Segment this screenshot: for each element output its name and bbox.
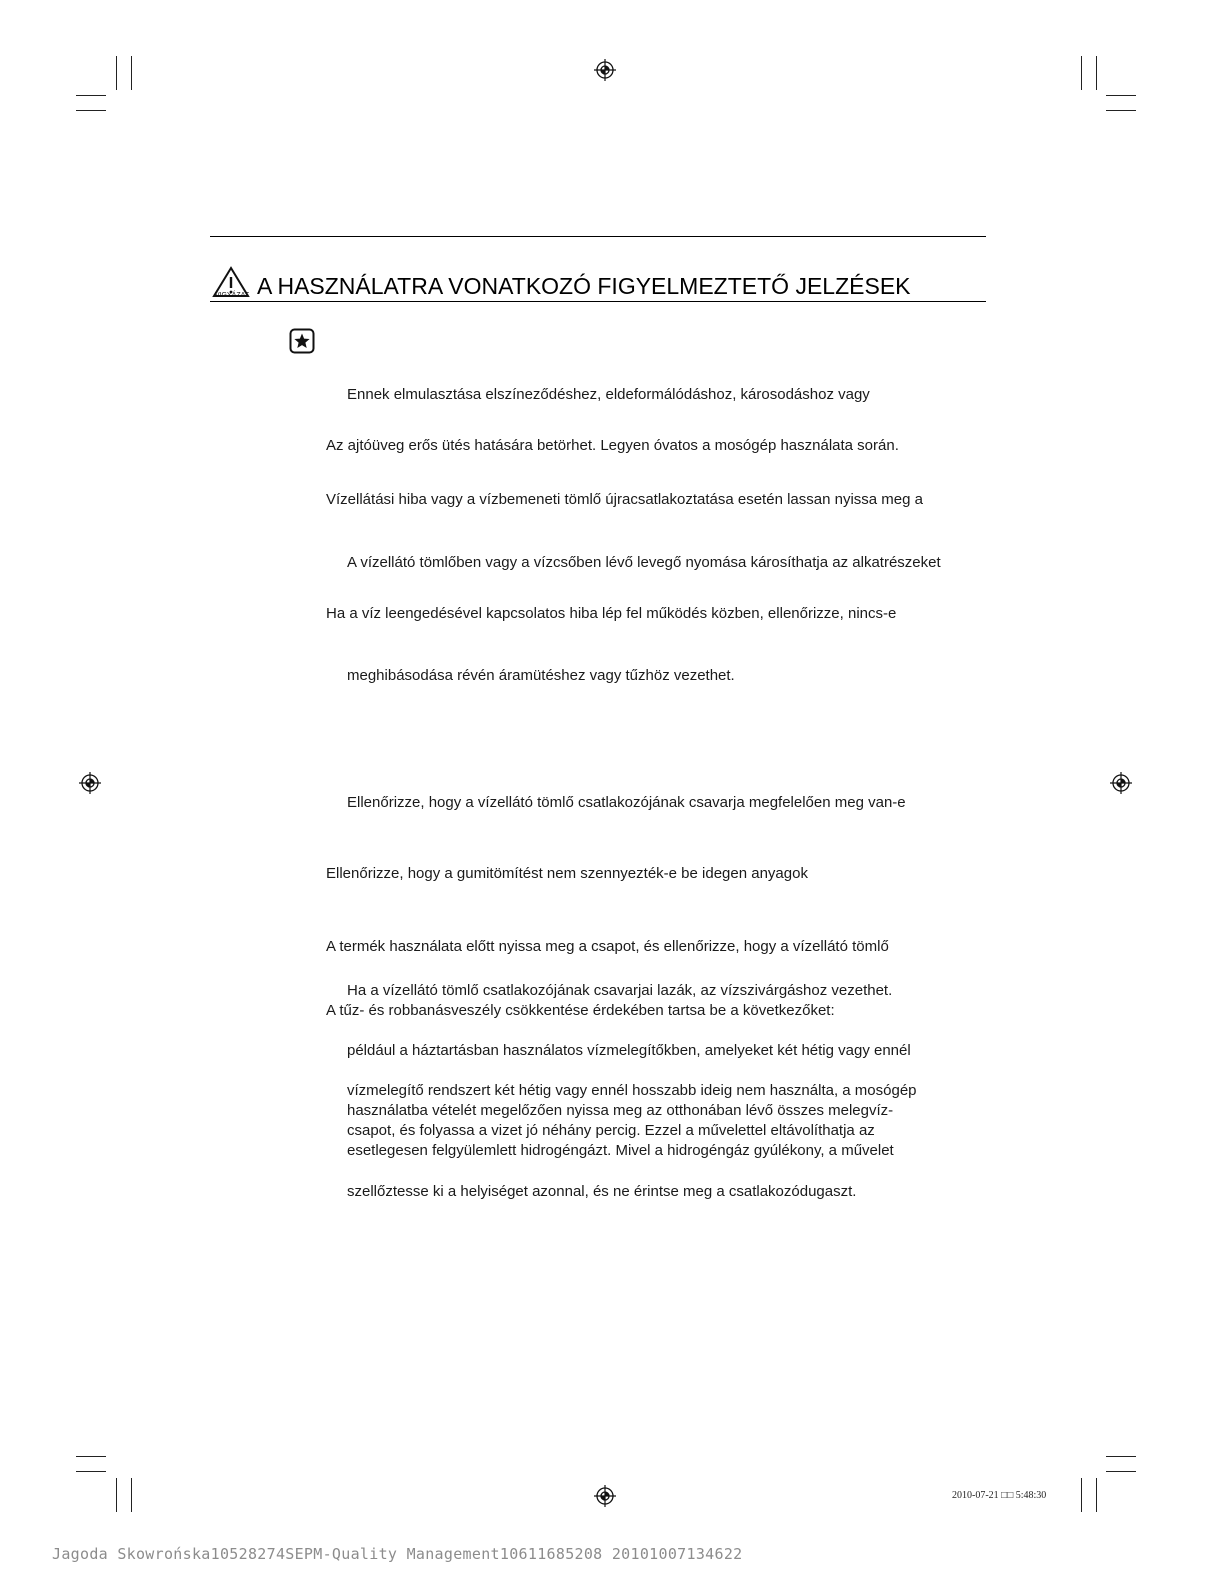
crop-mark: [131, 1478, 132, 1512]
text-line: Ha a víz leengedésével kapcsolatos hiba lép fel működés közben, ellenőrizze, nincs-e: [326, 605, 897, 622]
crop-mark: [1106, 110, 1136, 111]
text-line: csapot, és folyassa a vizet jó néhány percig. Ezzel a művelettel eltávolíthatja az: [347, 1122, 875, 1139]
crop-mark: [1081, 56, 1082, 90]
text-line: szellőztesse ki a helyiséget azonnal, és ne érintse meg a csatlakozódugaszt.: [347, 1183, 857, 1200]
text-line: Az ajtóüveg erős ütés hatására betörhet. Legyen óvatos a mosógép használata során.: [326, 437, 899, 454]
crop-mark: [76, 95, 106, 96]
crop-mark: [1106, 95, 1136, 96]
crop-mark: [1096, 1478, 1097, 1512]
text-line: A termék használata előtt nyissa meg a csapot, és ellenőrizze, hogy a vízellátó tömlő: [326, 938, 889, 955]
text-line: például a háztartásban használatos vízmelegítőkben, amelyeket két hétig vagy ennél: [347, 1042, 911, 1059]
text-line: Ha a vízellátó tömlő csatlakozójának csavarjai lazák, az vízszivárgáshoz vezethet.: [347, 982, 893, 999]
text-line: meghibásodása révén áramütéshez vagy tűzhöz vezethet.: [347, 667, 735, 684]
crop-mark: [116, 1478, 117, 1512]
star-box-icon: [289, 328, 315, 354]
registration-crosshair-icon: [594, 1485, 616, 1507]
text-line: vízmelegítő rendszert két hétig vagy ennél hosszabb ideig nem használta, a mosógép: [347, 1082, 917, 1099]
text-line: A vízellátó tömlőben vagy a vízcsőben lévő levegő nyomása károsíthatja az alkatrészeket: [347, 554, 941, 571]
crop-mark: [1106, 1471, 1136, 1472]
crop-mark: [76, 110, 106, 111]
section-title: A HASZNÁLATRA VONATKOZÓ FIGYELMEZTETŐ JELZÉSEK: [257, 273, 911, 299]
crop-mark: [1106, 1456, 1136, 1457]
registration-crosshair-icon: [1110, 772, 1132, 794]
title-underline: [210, 301, 986, 302]
text-line: Vízellátási hiba vagy a vízbemeneti tömlő újracsatlakoztatása esetén lassan nyissa meg a: [326, 491, 923, 508]
text-line: Ennek elmulasztása elszíneződéshez, eldeformálódáshoz, károsodáshoz vagy: [347, 386, 870, 403]
crop-mark: [76, 1456, 106, 1457]
top-rule: [210, 236, 986, 237]
crop-mark: [1081, 1478, 1082, 1512]
registration-crosshair-icon: [594, 59, 616, 81]
text-line: Ellenőrizze, hogy a gumitömítést nem szennyezték-e be idegen anyagok: [326, 865, 808, 882]
crop-mark: [131, 56, 132, 90]
watermark-text: Jagoda Skowrońska10528274SEPM-Quality Management10611685208 20101007134622: [52, 1545, 743, 1563]
registration-crosshair-icon: [79, 772, 101, 794]
print-timestamp: 2010-07-21 □□ 5:48:30: [952, 1490, 1047, 1501]
crop-mark: [76, 1471, 106, 1472]
text-line: használatba vételét megelőzően nyissa meg az otthonában lévő összes melegvíz-: [347, 1102, 894, 1119]
text-line: esetlegesen felgyülemlett hidrogéngázt. Mivel a hidrogéngáz gyúlékony, a művelet: [347, 1142, 894, 1159]
text-line: A tűz- és robbanásveszély csökkentése érdekében tartsa be a következőket:: [326, 1002, 835, 1019]
crop-mark: [1096, 56, 1097, 90]
warning-label: VIGYÁZAT: [214, 292, 250, 299]
text-line: Ellenőrizze, hogy a vízellátó tömlő csatlakozójának csavarja megfelelően meg van-e: [347, 794, 906, 811]
crop-mark: [116, 56, 117, 90]
